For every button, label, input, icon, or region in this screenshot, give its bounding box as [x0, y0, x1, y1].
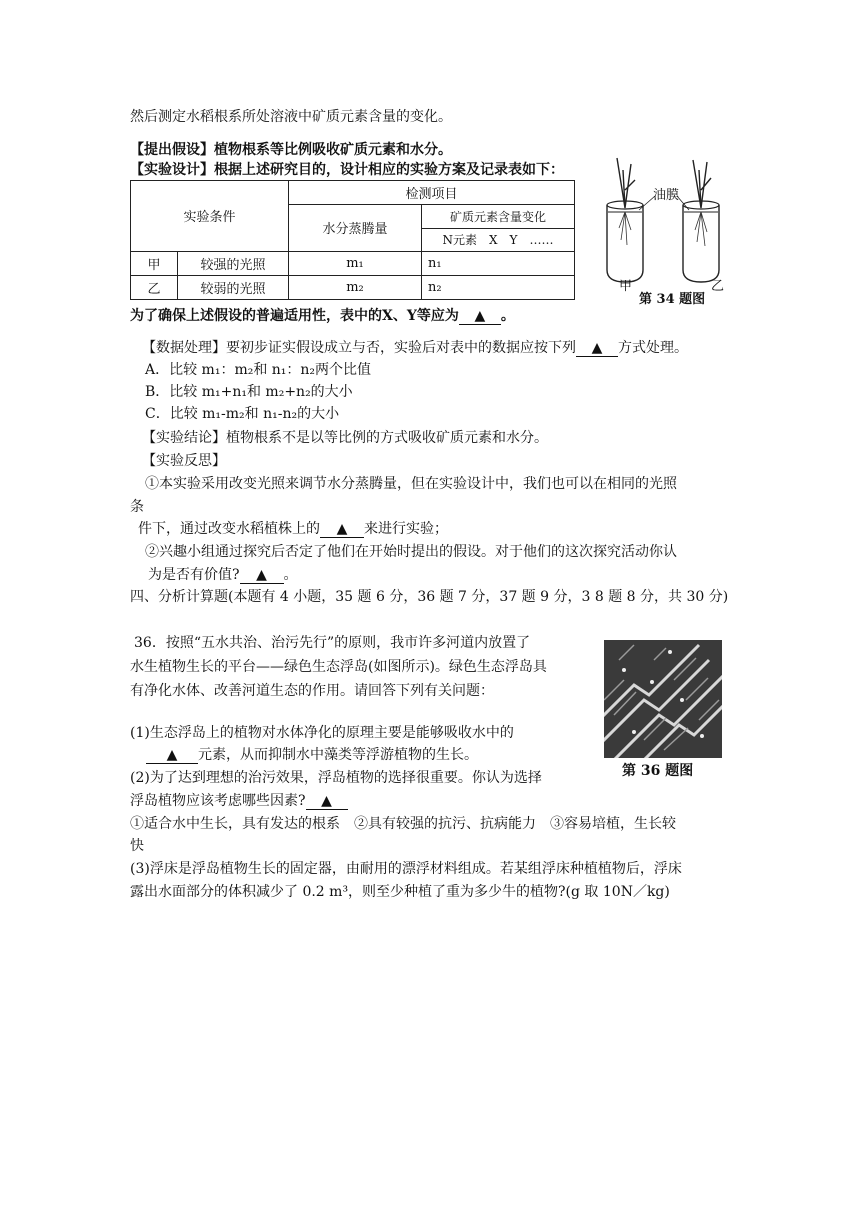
- figure-34-caption: 第 34 题图: [639, 292, 706, 307]
- answer-blank: ▲: [240, 567, 284, 584]
- reflection-2: ②兴趣小组通过探究后否定了他们在开始时提出的假设。对于他们的这次探究活动你认: [145, 544, 677, 560]
- header-condition: 实验条件: [131, 181, 289, 252]
- figure-36-caption: 第 36 题图: [622, 763, 694, 779]
- header-mineral: 矿质元素含量变化: [422, 205, 575, 229]
- answer-blank: ▲: [576, 340, 618, 357]
- reflection-1: ①本实验采用改变光照来调节水分蒸腾量，但在实验设计中，我们也可以在相同的光照: [145, 476, 677, 492]
- answer-blank: ▲: [320, 521, 364, 538]
- answer-blank: ▲: [306, 793, 348, 810]
- q36-options: ①适合水中生长，具有发达的根系 ②具有较强的抗污、抗病能力 ③容易培植，生长较: [130, 816, 676, 832]
- answer-blank: ▲: [146, 747, 198, 764]
- header-water: 水分蒸腾量: [289, 205, 422, 251]
- q36-options-cont: 快: [130, 838, 144, 854]
- design-line: 【实验设计】根据上述研究目的，设计相应的实验方案及记录表如下：: [130, 162, 564, 178]
- right-tube-label: 乙: [711, 279, 725, 294]
- floating-island-photo: [604, 640, 722, 758]
- q36-line: 有净化水体、改善河道生态的作用。请回答下列有关问题：: [130, 683, 494, 699]
- option-c: C．比较 m₁-m₂和 n₁-n₂的大小: [145, 406, 340, 422]
- reflection-1-question: 件下，通过改变水稻植株上的 ▲ 来进行实验；: [138, 521, 448, 537]
- q36-part3: (3)浮床是浮岛植物生长的固定器，由耐用的漂浮材料组成。若某组浮床种植植物后，浮床: [130, 861, 682, 877]
- q36-part1: (1)生态浮岛上的植物对水体净化的原理主要是能够吸收水中的: [130, 725, 514, 741]
- option-b: B．比较 m₁+n₁和 m₂+n₂的大小: [145, 384, 353, 400]
- reflection-2-question: 为是否有价值? ▲ 。: [148, 567, 298, 583]
- reflection-1-cont: 条: [130, 499, 144, 515]
- figure-34: [595, 150, 735, 305]
- section-4-heading: 四、分析计算题(本题有 4 小题，35 题 6 分，36 题 7 分，37 题 9 分，3 8 题 8 分，共 30 分): [130, 589, 729, 605]
- header-elements: N元素 X Y ……: [422, 229, 575, 251]
- row-group: 甲: [131, 251, 178, 275]
- header-detect: 检测项目: [289, 181, 575, 205]
- q36-part3-cont: 露出水面部分的体积减少了 0.2 m³，则至少种植了重为多少牛的植物?(g 取 10N／kg): [130, 884, 670, 900]
- row-light: 较强的光照: [178, 251, 289, 275]
- row-n: n₁: [422, 251, 575, 275]
- row-m: m₂: [289, 275, 422, 299]
- oil-film-label: 油膜: [653, 188, 680, 203]
- q36-line: 36．按照“五水共治、治污先行”的原则，我市许多河道内放置了: [134, 635, 531, 651]
- q36-part1-cont: ▲ 元素，从而抑制水中藻类等浮游植物的生长。: [146, 744, 478, 764]
- answer-blank: ▲: [459, 308, 501, 325]
- reflection-heading: 【实验反思】: [142, 453, 226, 469]
- left-tube-label: 甲: [619, 279, 633, 294]
- row-m: m₁: [289, 251, 422, 275]
- row-n: n₂: [422, 275, 575, 299]
- record-table: [130, 180, 575, 300]
- row-group: 乙: [131, 275, 178, 299]
- hypothesis-line: 【提出假设】植物根系等比例吸收矿质元素和水分。: [130, 142, 452, 158]
- conclusion-line: 【实验结论】植物根系不是以等比例的方式吸收矿质元素和水分。: [142, 430, 548, 446]
- q36-part2: (2)为了达到理想的治污效果，浮岛植物的选择很重要。你认为选择: [130, 770, 542, 786]
- q36-part2-question: 浮岛植物应该考虑哪些因素? ▲: [130, 790, 348, 810]
- row-light: 较弱的光照: [178, 275, 289, 299]
- figure-36: [604, 640, 722, 780]
- data-question: 【数据处理】要初步证实假设成立与否，实验后对表中的数据应按下列 ▲ 方式处理。: [142, 340, 688, 356]
- text-line: 然后测定水稻根系所处溶液中矿质元素含量的变化。: [130, 109, 452, 125]
- option-a: A．比较 m₁：m₂和 n₁：n₂两个比值: [145, 362, 372, 378]
- q36-line: 水生植物生长的平台——绿色生态浮岛(如图所示)。绿色生态浮岛具: [130, 659, 547, 675]
- xy-question: 为了确保上述假设的普遍适用性，表中的X、Y等应为 ▲ 。: [130, 308, 515, 324]
